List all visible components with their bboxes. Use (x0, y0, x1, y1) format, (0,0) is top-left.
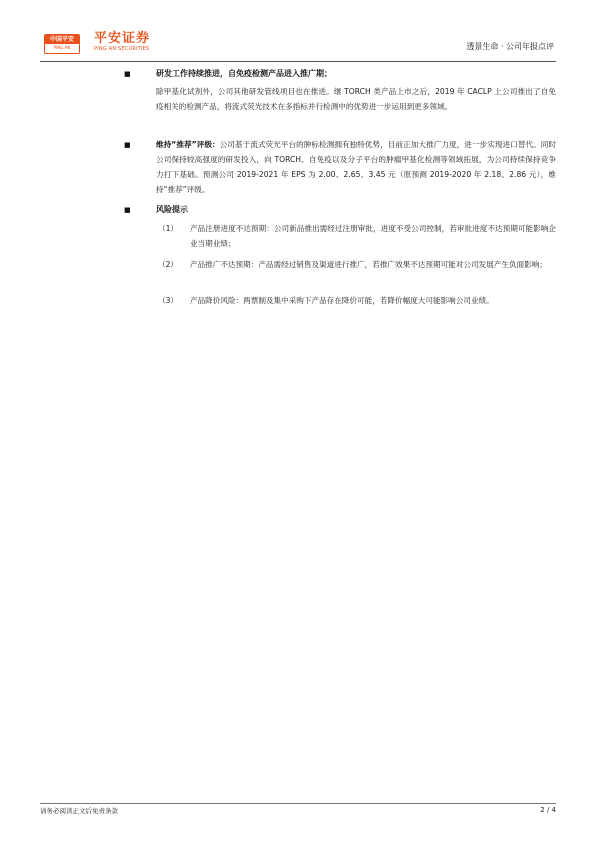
section-heading-risk: 风险提示 (156, 205, 188, 214)
rating-lead: 维持“推荐”评级： (156, 140, 220, 149)
pingan-securities-logo (94, 32, 150, 53)
footer-divider (40, 803, 556, 804)
risk-item: 产品推广不达预期：产品需经过销售及渠道进行推广，若推广效果不达预期可能对公司发展产生负面影响； (190, 260, 547, 269)
header-divider (40, 61, 556, 62)
bullet-icon: ■ (124, 206, 131, 214)
risk-number: （2） (158, 260, 179, 269)
logo-cn-text: 中国平安 (45, 35, 79, 44)
section-rating (156, 137, 556, 197)
footer-disclaimer: 请务必阅读正文后免责条款 (40, 807, 118, 815)
section-heading-rnd: 研发工作持续推进，自免疫检测产品进入推广期； (156, 69, 332, 78)
logo-cn-subtext: PING AN (53, 45, 71, 50)
risk-number: （1） (158, 224, 179, 233)
risk-item: 产品降价风险：两票制及集中采购下产品存在降价可能，若降价幅度大可能影响公司业绩。 (190, 296, 494, 305)
section-body-rnd: 除甲基化试剂外，公司其他研发管线项目也在推进。继 TORCH 类产品上市之后，2019 年 CACLP 上公司推出了自免疫相关的检测产品，将流式荧光技术在多指标并行检测中的优势进一步运用到更多领域。 (156, 87, 556, 111)
brand-name-en: PING AN SECURITIES (94, 46, 150, 52)
china-pingan-logo (44, 34, 80, 54)
page-header (40, 28, 556, 58)
page-number: 2 / 4 (540, 806, 556, 814)
bullet-icon: ■ (124, 70, 131, 78)
rating-body: 公司基于流式荧光平台的肿标检测拥有独特优势，目前正加大推广力度，进一步实现进口替代。同时公司保持较高强度的研发投入，向 TORCH、自免疫以及分子平台的肿瘤甲基化检测等领域拓展，为公司持续保持竞争力打下基础。预测公司 2019-2021 年 EPS 为 2.00、2.65、3.45 元（原预测 2019-2020 年 2.18、2.86 元），维持“推荐”评级。 (156, 140, 557, 194)
report-type: 透景生命 · 公司年报点评 (466, 42, 554, 51)
risk-number: （3） (158, 296, 179, 305)
risk-item: 产品注册进度不达预期：公司新品推出需经过注册审批，进度不受公司控制，若审批进度不达预期可能影响企业当期业绩； (190, 224, 556, 248)
brand-name-zh: 平安证券 (94, 31, 151, 46)
bullet-icon: ■ (124, 141, 131, 149)
